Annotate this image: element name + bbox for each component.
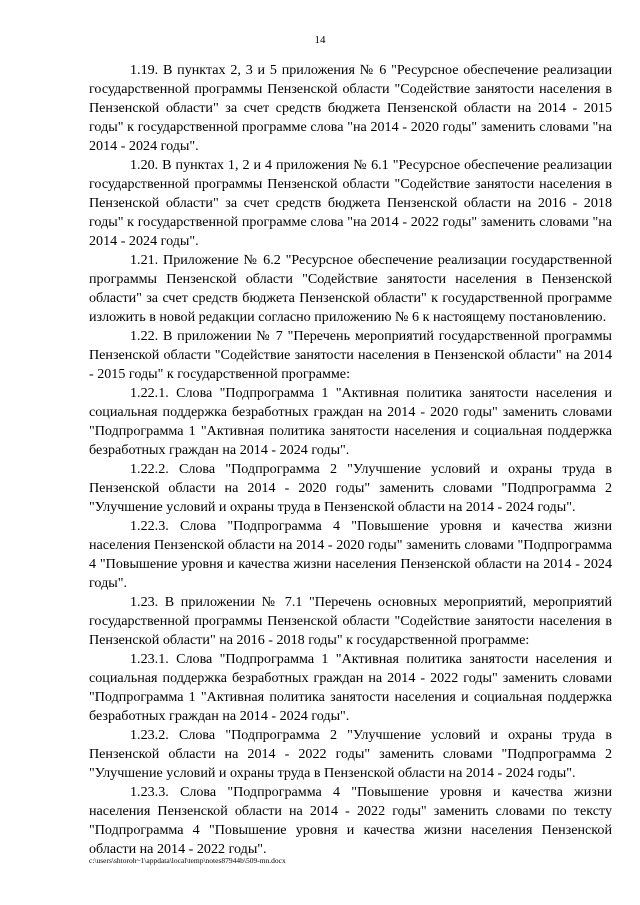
paragraph-1-19: 1.19. В пунктах 2, 3 и 5 приложения № 6 "Ресурсное обеспечение реализации государственной программы Пензенской области "Содействие занятости населения в Пензенской области" за счет средств бюджета Пензенской области на 2014 - 2015 годы" к государственной программе слова "на 2014 - 2020 годы" заменить словами "на 2014 - 2024 годы". [89,62,612,154]
paragraph-1-22-3: 1.22.3. Слова "Подпрограмма 4 "Повышение уровня и качества жизни населения Пензенской области на 2014 - 2020 годы" заменить словами "Подпрограмма 4 "Повышение уровня и качества жизни населения Пензенской области на 2014 - 2024 годы". [89,518,612,591]
document-body [89,61,612,859]
file-path-footer: c:\users\shtoroh~1\appdata\local\temp\notes87944b\509-mn.docx [89,856,286,865]
paragraph-1-20: 1.20. В пунктах 1, 2 и 4 приложения № 6.1 "Ресурсное обеспечение реализации государственной программы Пензенской области "Содействие занятости населения в Пензенской области" за счет средств бюджета Пензенской области на 2016 - 2018 годы" к государственной программе слова "на 2014 - 2022 годы" заменить словами "на 2014 - 2024 годы". [89,157,612,249]
paragraph-1-23: 1.23. В приложении № 7.1 "Перечень основных мероприятий, мероприятий государственной программы Пензенской области "Содействие занятости населения в Пензенской области" на 2016 - 2018 годы" к государственной программе: [89,594,612,648]
paragraph-1-23-3: 1.23.3. Слова "Подпрограмма 4 "Повышение уровня и качества жизни населения Пензенской области на 2014 - 2022 годы" заменить словами по тексту "Подпрограмма 4 "Повышение уровня и качества жизни населения Пензенской области на 2014 - 2022 годы". [89,784,612,857]
paragraph-1-23-2: 1.23.2. Слова "Подпрограмма 2 "Улучшение условий и охраны труда в Пензенской области на 2014 - 2022 годы" заменить словами "Подпрограмма 2 "Улучшение условий и охраны труда в Пензенской области на 2014 - 2024 годы". [89,727,612,781]
paragraph-1-22-2: 1.22.2. Слова "Подпрограмма 2 "Улучшение условий и охраны труда в Пензенской области на 2014 - 2020 годы" заменить словами "Подпрограмма 2 "Улучшение условий и охраны труда в Пензенской области на 2014 - 2024 годы". [89,461,612,515]
paragraph-1-22: 1.22. В приложении № 7 "Перечень мероприятий государственной программы Пензенской области "Содействие занятости населения в Пензенской области" на 2014 - 2015 годы" к государственной программе: [89,328,612,382]
page-number: 14 [314,34,326,46]
paragraph-1-22-1: 1.22.1. Слова "Подпрограмма 1 "Активная политика занятости населения и социальная поддержка безработных граждан на 2014 - 2020 годы" заменить словами "Подпрограмма 1 "Активная политика занятости населения и социальная поддержка безработных граждан на 2014 - 2024 годы". [89,385,612,458]
paragraph-1-21: 1.21. Приложение № 6.2 "Ресурсное обеспечение реализации государственной программы Пензенской области "Содействие занятости населения в Пензенской области" за счет средств бюджета Пензенской области" к государственной программе изложить в новой редакции согласно приложению № 6 к настоящему постановлению. [89,252,612,325]
paragraph-1-23-1: 1.23.1. Слова "Подпрограмма 1 "Активная политика занятости населения и социальная поддержка безработных граждан на 2014 - 2022 годы" заменить словами "Подпрограмма 1 "Активная политика занятости населения и социальная поддержка безработных граждан на 2014 - 2024 годы". [89,651,612,724]
